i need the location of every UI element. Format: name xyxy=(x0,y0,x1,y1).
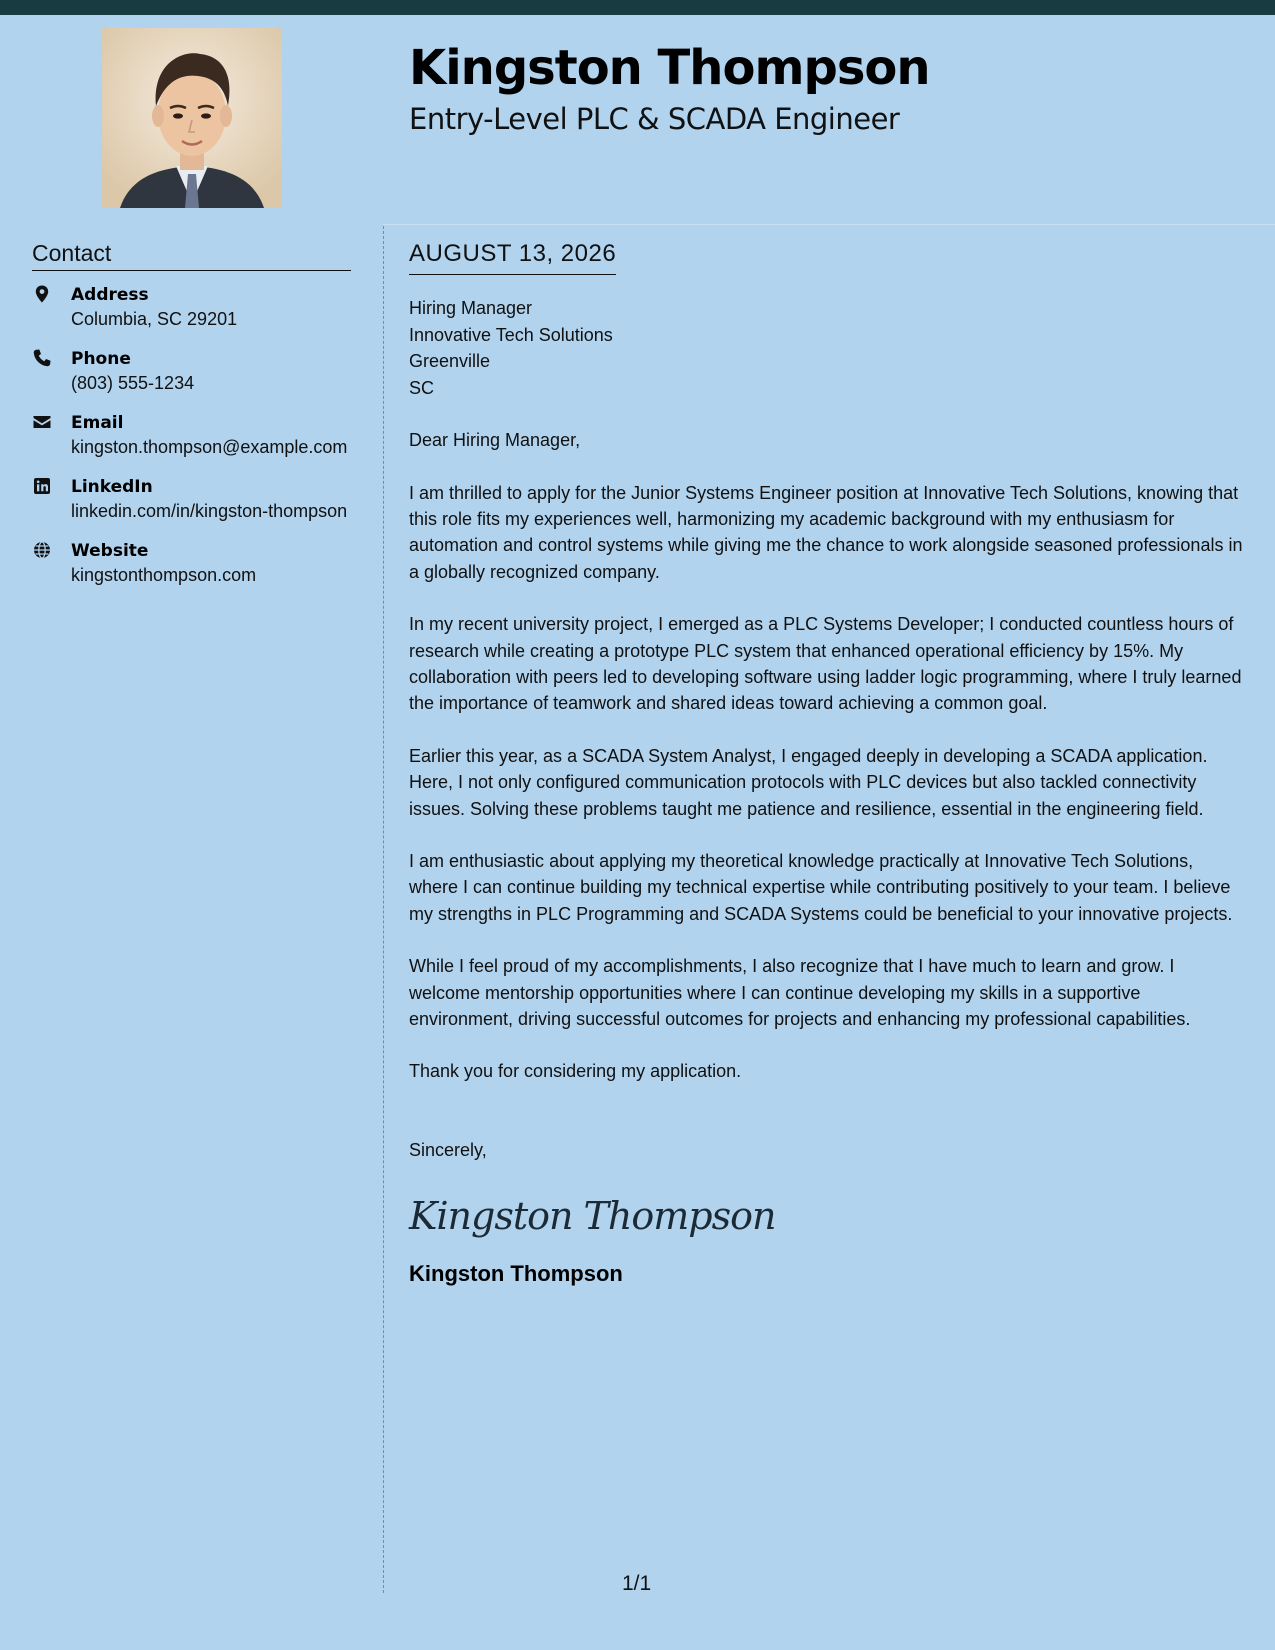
profile-photo xyxy=(102,28,282,208)
handwritten-signature xyxy=(409,1191,776,1243)
contact-label: Email xyxy=(71,413,124,433)
recipient-line: Greenville xyxy=(409,351,491,371)
top-accent-bar xyxy=(0,0,1275,15)
contact-label: LinkedIn xyxy=(71,477,153,497)
contact-label: Website xyxy=(71,541,149,561)
candidate-name: Kingston Thompson xyxy=(409,40,930,96)
cover-letter xyxy=(409,240,1244,1287)
contact-value[interactable]: linkedin.com/in/kingston-thompson xyxy=(71,501,348,521)
closing: Sincerely, xyxy=(409,1139,487,1160)
header-divider xyxy=(383,224,1275,225)
contact-heading: Contact xyxy=(32,240,351,271)
contact-label: Address xyxy=(71,285,149,305)
envelope-icon xyxy=(32,412,54,434)
signature-text: Kingston Thompson xyxy=(409,1194,776,1239)
contact-website xyxy=(32,539,351,588)
column-divider xyxy=(383,226,384,1593)
phone-icon xyxy=(32,348,54,370)
location-pin-icon xyxy=(32,284,54,306)
letter-paragraph: Thank you for considering my application. xyxy=(409,1061,742,1082)
letter-paragraph: In my recent university project, I emerged as a PLC Systems Developer; I conducted countless hours of research while creating a prototype PLC system that enhanced operational efficiency by 15%. My collaboration with peers led to developing software using ladder logic programming, where I truly learned the importance of teamwork and shared ideas toward achieving a common goal. xyxy=(409,614,1242,714)
letter-paragraph: While I feel proud of my accomplishments, I also recognize that I have much to learn and grow. I welcome mentorship opportunities where I can continue developing my skills in a supportive environment, driving successful outcomes for projects and enhancing my professional capabilities. xyxy=(409,956,1191,1029)
signer-name: Kingston Thompson xyxy=(409,1261,623,1287)
letter-paragraph: I am enthusiastic about applying my theoretical knowledge practically at Innovative Tech Solutions, where I can continue building my technical expertise while contributing positively to your team. I believe my strengths in PLC Programming and SCADA Systems could be beneficial to your innovative projects. xyxy=(409,850,1233,924)
contact-address xyxy=(32,283,351,332)
recipient-line: Hiring Manager xyxy=(409,298,533,318)
salutation: Dear Hiring Manager, xyxy=(409,430,581,450)
contact-linkedin xyxy=(32,475,351,524)
recipient-line: SC xyxy=(409,377,435,398)
recipient-line: Innovative Tech Solutions xyxy=(409,324,613,345)
recipient-block xyxy=(409,295,1244,401)
contact-email xyxy=(32,411,351,460)
contact-value[interactable]: kingston.thompson@example.com xyxy=(71,437,348,457)
linkedin-icon xyxy=(32,476,54,498)
contact-phone xyxy=(32,347,351,396)
contact-label: Phone xyxy=(71,349,131,369)
contact-value: (803) 555-1234 xyxy=(71,373,195,393)
letter-date: AUGUST 13, 2026 xyxy=(409,240,616,275)
contact-value[interactable]: kingstonthompson.com xyxy=(71,565,257,585)
contact-value: Columbia, SC 29201 xyxy=(71,309,238,329)
signature-image xyxy=(409,1191,776,1243)
profile-photo-illustration xyxy=(102,28,282,208)
letter-paragraph: I am thrilled to apply for the Junior Systems Engineer position at Innovative Tech Solutions, knowing that this role fits my experiences well, harmonizing my academic background with my enthusiasm for automation and control systems while giving me the chance to work alongside seasoned professionals in a globally recognized company. xyxy=(409,482,1243,582)
contact-sidebar xyxy=(32,240,351,603)
letter-paragraph: Earlier this year, as a SCADA System Analyst, I engaged deeply in developing a SCADA application. Here, I not only configured communication protocols with PLC devices but also tackled connectivity issues. Solving these problems taught me patience and resilience, essential in the engineering field. xyxy=(409,745,1208,819)
globe-icon xyxy=(32,540,54,562)
page-number: 1/1 xyxy=(622,1572,652,1595)
candidate-title: Entry-Level PLC & SCADA Engineer xyxy=(409,102,900,136)
